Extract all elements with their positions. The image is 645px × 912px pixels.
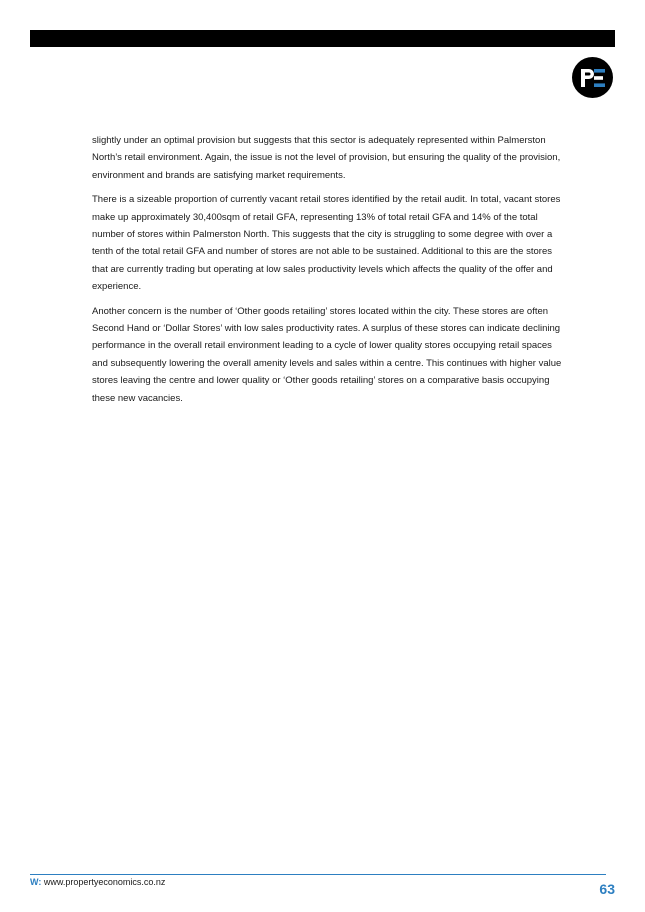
web-label: W:: [30, 877, 42, 887]
header-bar: [30, 30, 615, 47]
website-link[interactable]: www.propertyeconomics.co.nz: [43, 877, 166, 887]
footer-website: [30, 876, 165, 888]
paragraph: Another concern is the number of ‘Other goods retailing’ stores located within the city. These stores are often Second Hand or ‘Dollar Stores’ with low sales productivity rates. A surplus of these stores can indicate declining performance in the overall retail environment leading to a cycle of lower quality stores occupying retail spaces and subsequently lowering the overall amenity levels and sales within a centre. This continues with higher value stores leaving the centre and lower quality or ‘Other goods retailing’ stores on a comparative basis occupying these new vacancies.: [92, 305, 562, 404]
pe-logo: [572, 57, 613, 98]
paragraph: slightly under an optimal provision but suggests that this sector is adequately represented within Palmerston North’s retail environment. Again, the issue is not the level of provision, but ensuring the quality of the provision, environment and brands are satisfying market requirements.: [92, 135, 561, 181]
pe-logo-icon: [581, 69, 605, 87]
page-number: 63: [599, 881, 615, 897]
body-text: [92, 132, 562, 414]
paragraph: There is a sizeable proportion of currently vacant retail stores identified by the retail audit. In total, vacant stores make up approximately 30,400sqm of retail GFA, representing 13% of total retail GFA and 14% of the total number of stores within Palmerston North. This suggests that the city is struggling to some degree with over a tenth of the total retail GFA and number of stores are not able to be sustained. Additional to this are the stores that are currently trading but operating at low sales productivity levels which affects the quality of the offer and experience.: [92, 194, 561, 293]
footer-divider: [30, 874, 606, 875]
